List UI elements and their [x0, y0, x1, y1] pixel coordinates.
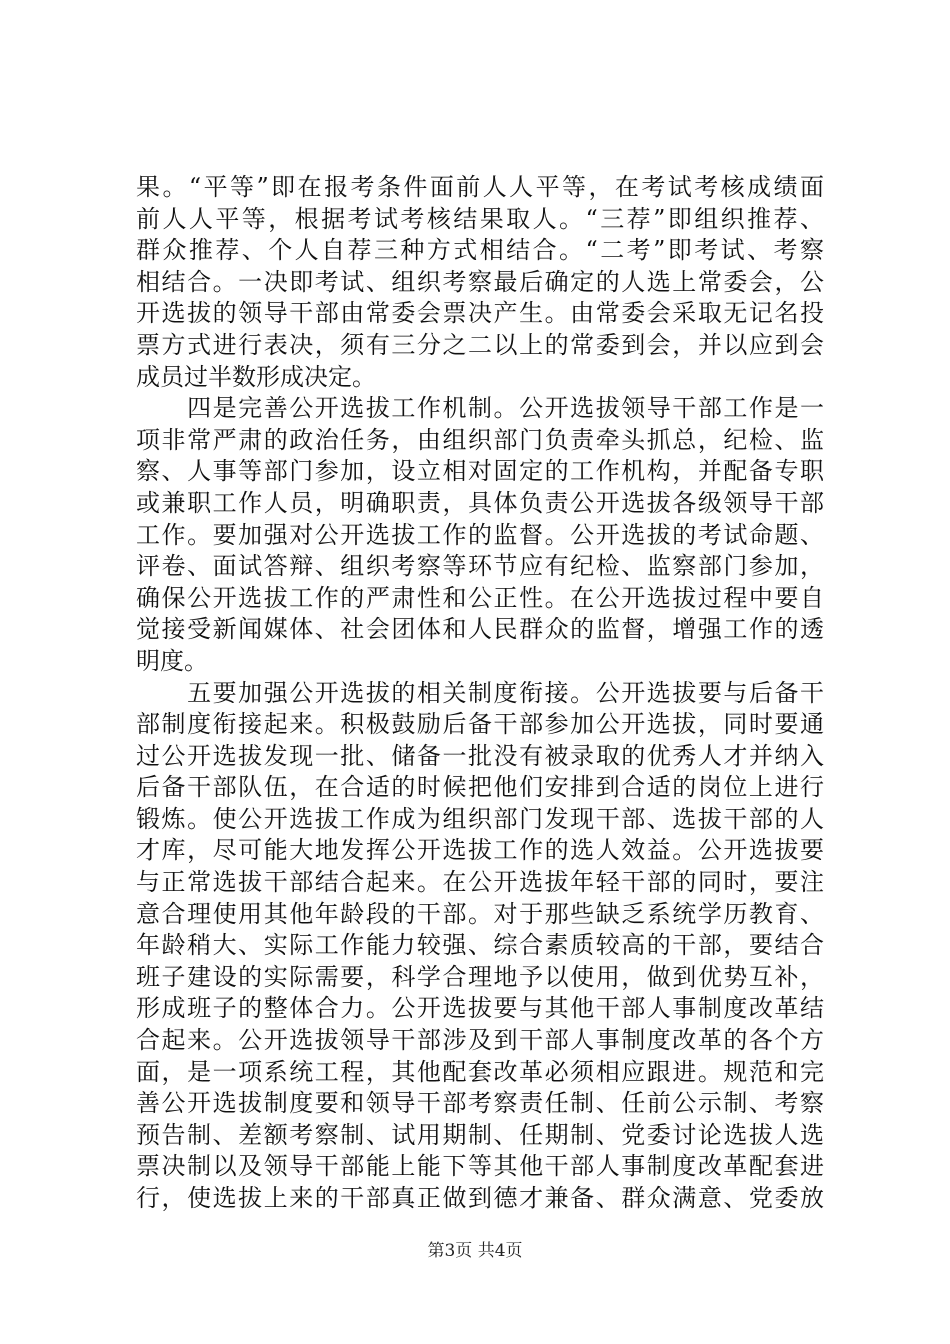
text-line: 后备干部队伍，在合适的时候把他们安排到合适的岗位上进行: [136, 773, 824, 802]
text-line: 与正常选拔干部结合起来。在公开选拔年轻干部的同时，要注: [136, 868, 824, 897]
text-line: 意合理使用其他年龄段的干部。对于那些缺乏系统学历教育、: [136, 899, 824, 928]
text-line: 票决制以及领导干部能上能下等其他干部人事制度改革配套进: [136, 1152, 824, 1181]
text-line: 确保公开选拔工作的严肃性和公正性。在公开选拔过程中要自: [136, 583, 824, 612]
text-line: 善公开选拔制度要和领导干部考察责任制、任前公示制、考察: [136, 1089, 824, 1118]
text-line: 行，使选拔上来的干部真正做到德才兼备、群众满意、党委放: [136, 1184, 824, 1212]
text-line: 锻炼。使公开选拔工作成为组织部门发现干部、选拔干部的人: [136, 804, 824, 833]
text-line: 群众推荐、个人自荐三种方式相结合。“二考”即考试、考察: [136, 236, 824, 265]
text-line: 预告制、差额考察制、试用期制、任期制、党委讨论选拔人选: [136, 1120, 824, 1149]
page-number-footer: 第3页 共4页: [427, 1241, 523, 1261]
text-line: 面，是一项系统工程，其他配套改革必须相应跟进。规范和完: [136, 1057, 824, 1086]
text-line: 工作。要加强对公开选拔工作的监督。公开选拔的考试命题、: [136, 520, 824, 549]
text-line: 觉接受新闻媒体、社会团体和人民群众的监督，增强工作的透: [136, 615, 824, 644]
text-line: 项非常严肃的政治任务，由组织部门负责牵头抓总，纪检、监: [136, 425, 824, 454]
text-line: 评卷、面试答辩、组织考察等环节应有纪检、监察部门参加，: [136, 552, 824, 581]
text-line: 前人人平等，根据考试考核结果取人。“三荐”即组织推荐、: [136, 204, 824, 233]
text-line: 相结合。一决即考试、组织考察最后确定的人选上常委会，公: [136, 267, 824, 296]
text-line: 四是完善公开选拔工作机制。公开选拔领导干部工作是一: [136, 394, 824, 423]
text-line: 合起来。公开选拔领导干部涉及到干部人事制度改革的各个方: [136, 1026, 824, 1055]
document-body: [136, 172, 824, 1215]
text-line: 形成班子的整体合力。公开选拔要与其他干部人事制度改革结: [136, 994, 824, 1023]
text-line: 察、人事等部门参加，设立相对固定的工作机构，并配备专职: [136, 457, 824, 486]
text-line: 班子建设的实际需要，科学合理地予以使用，做到优势互补，: [136, 962, 824, 991]
text-line: 才库，尽可能大地发挥公开选拔工作的选人效益。公开选拔要: [136, 836, 824, 865]
text-line: 果。“平等”即在报考条件面前人人平等，在考试考核成绩面: [136, 173, 824, 201]
text-line: 成员过半数形成决定。: [136, 362, 376, 391]
text-line: 明度。: [136, 646, 208, 675]
text-line: 五要加强公开选拔的相关制度衔接。公开选拔要与后备干: [136, 678, 824, 707]
text-line: 年龄稍大、实际工作能力较强、综合素质较高的干部，要结合: [136, 931, 824, 960]
text-line: 部制度衔接起来。积极鼓励后备干部参加公开选拔，同时要通: [136, 710, 824, 739]
text-line: 过公开选拔发现一批、储备一批没有被录取的优秀人才并纳入: [136, 741, 824, 770]
text-line: 或兼职工作人员，明确职责，具体负责公开选拔各级领导干部: [136, 488, 824, 517]
text-line: 开选拔的领导干部由常委会票决产生。由常委会采取无记名投: [136, 299, 824, 328]
text-line: 票方式进行表决，须有三分之二以上的常委到会，并以应到会: [136, 330, 824, 359]
